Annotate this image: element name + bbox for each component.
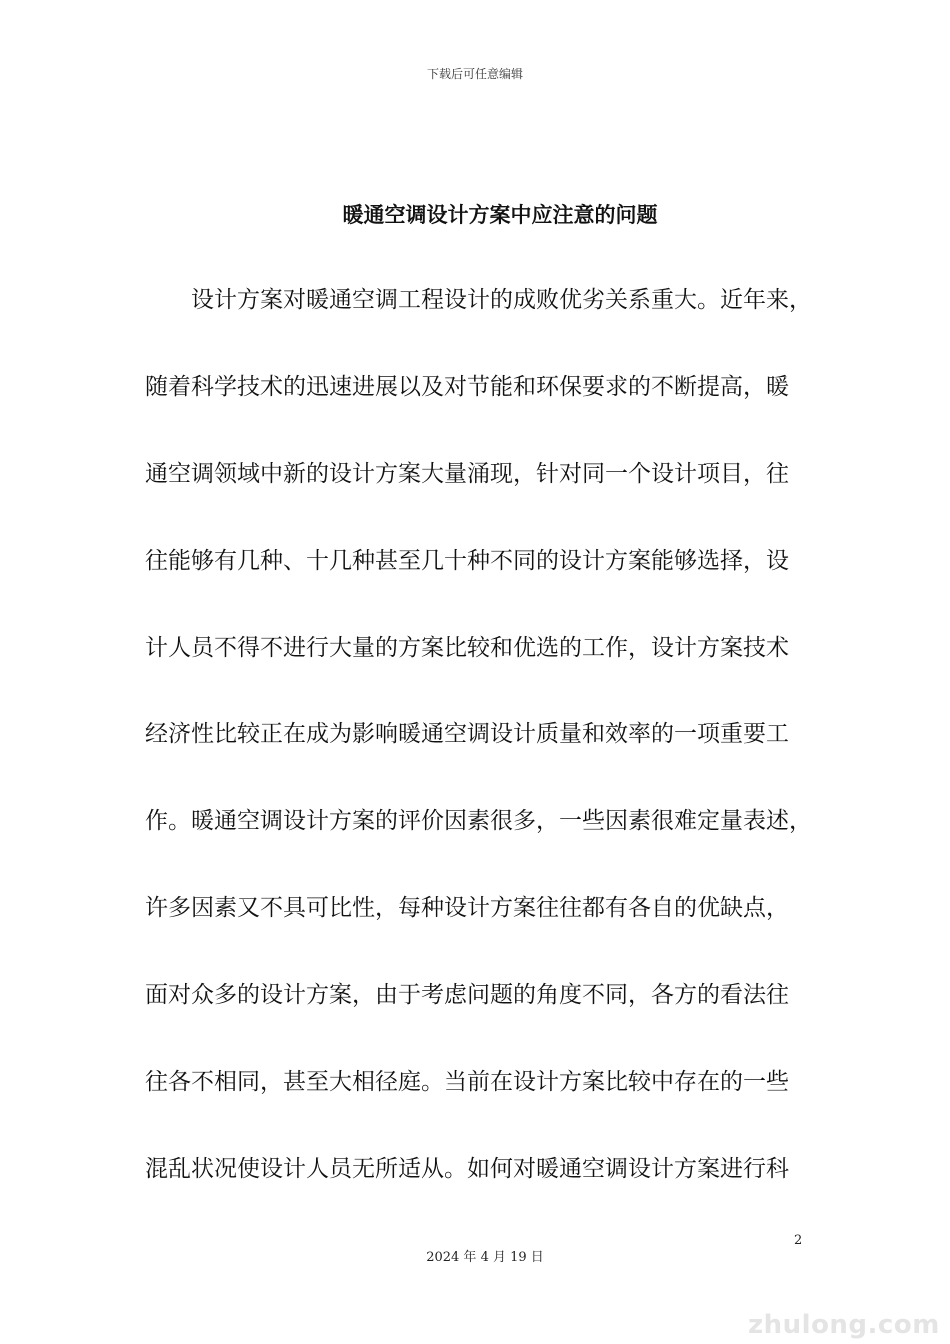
body-line: 通空调领域中新的设计方案大量涌现，针对同一个设计项目，往 [145, 460, 789, 487]
body-line: 许多因素又不具可比性，每种设计方案往往都有各自的优缺点， [145, 895, 789, 922]
body-line: 往各不相同，甚至大相径庭。当前在设计方案比较中存在的一些 [145, 1069, 789, 1096]
body-line: 随着科学技术的迅速进展以及对节能和环保要求的不断提高，暖 [145, 373, 789, 400]
header-note: 下载后可任意编辑 [426, 67, 523, 81]
watermark: zhulong.com [748, 1310, 940, 1340]
body-line: 计人员不得不进行大量的方案比较和优选的工作，设计方案技术 [145, 634, 789, 661]
body-text [145, 280, 825, 1236]
page-number: 2 [794, 1233, 803, 1248]
footer-date: 2024 年 4 月 19 日 [426, 1250, 544, 1265]
document-title: 暖通空调设计方案中应注意的问题 [342, 203, 658, 227]
body-line: 往能够有几种、十几种甚至几十种不同的设计方案能够选择，设 [145, 547, 789, 574]
body-line: 经济性比较正在成为影响暖通空调设计质量和效率的一项重要工 [145, 721, 789, 748]
body-line: 混乱状况使设计人员无所适从。如何对暖通空调设计方案进行科 [145, 1155, 789, 1182]
body-line: 设计方案对暖通空调工程设计的成败优劣关系重大。近年来， [191, 287, 812, 313]
body-line: 作。暖通空调设计方案的评价因素很多，一些因素很难定量表述， [145, 808, 812, 835]
body-line: 面对众多的设计方案，由于考虑问题的角度不同，各方的看法往 [145, 982, 789, 1009]
